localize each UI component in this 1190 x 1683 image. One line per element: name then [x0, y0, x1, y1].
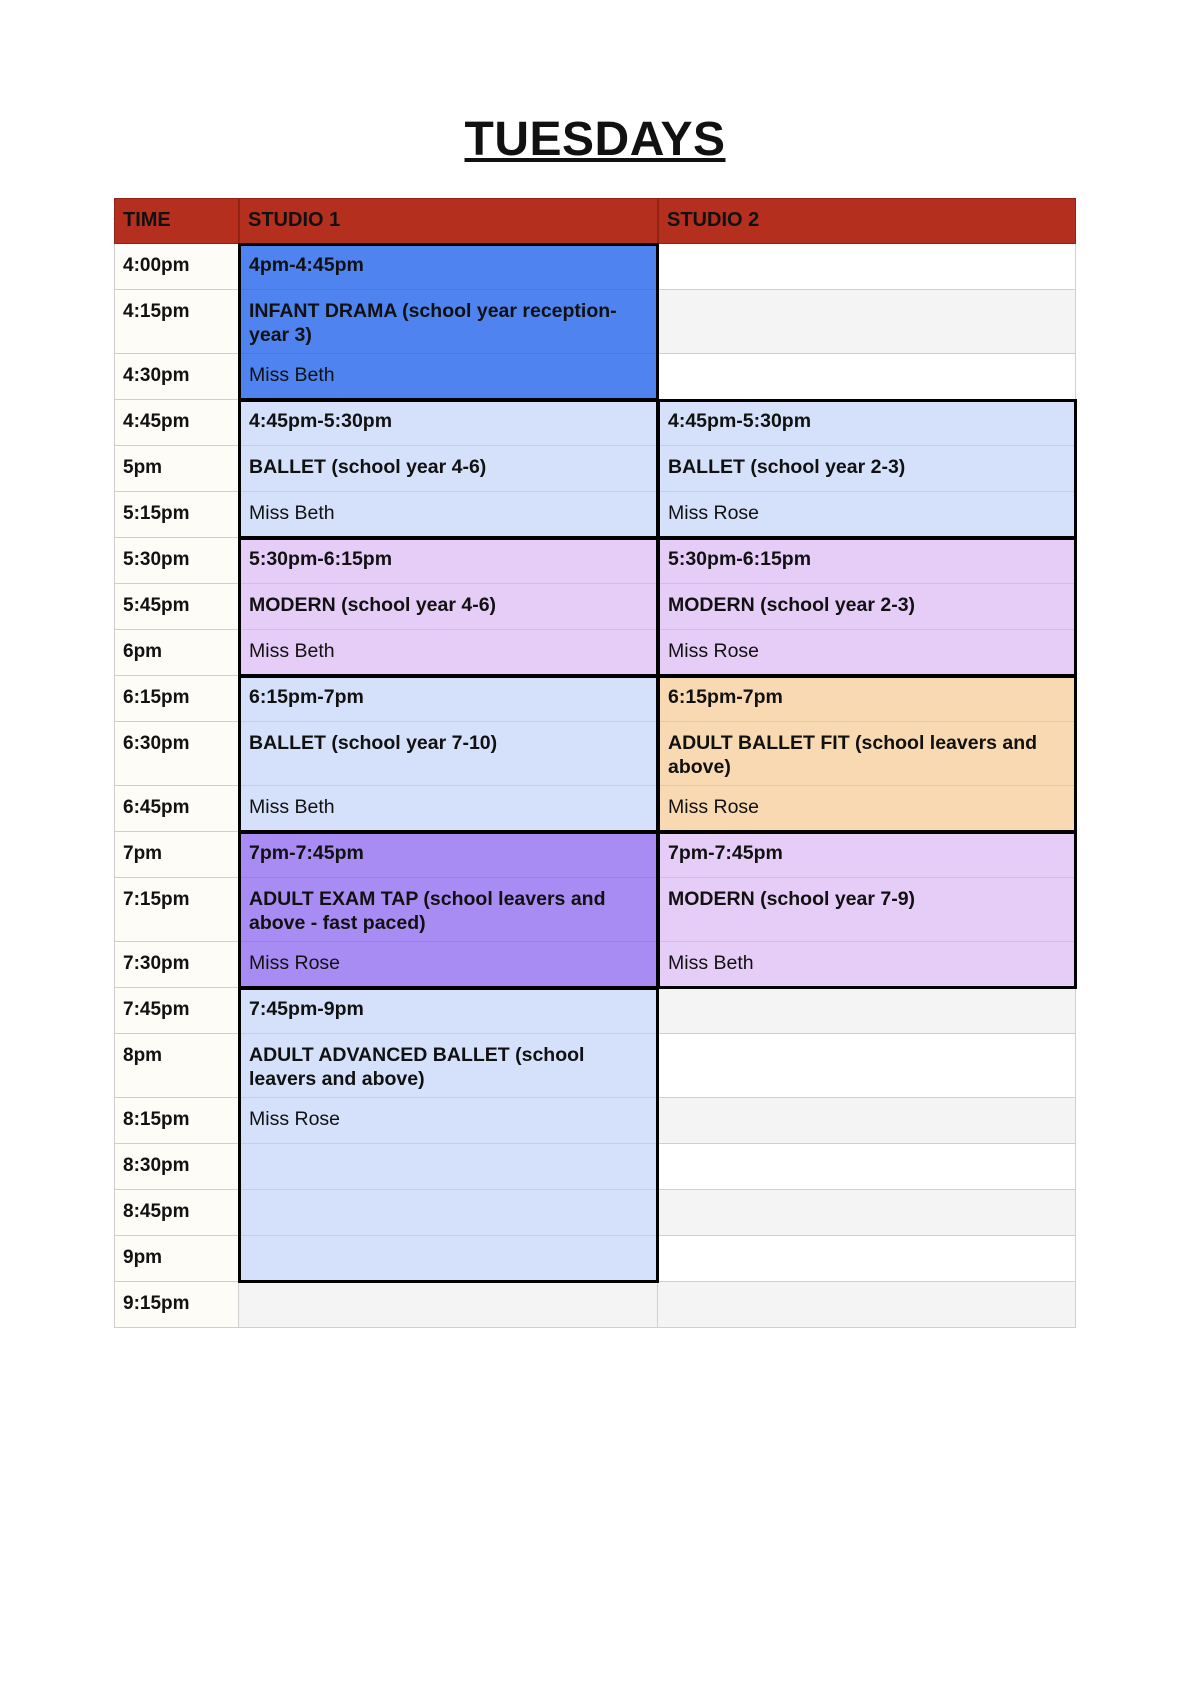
- time-slot-label: 5:30pm: [114, 538, 239, 584]
- class-time: 6:15pm-7pm: [660, 676, 1074, 722]
- time-slot-label: 7pm: [114, 832, 239, 878]
- class-time: 5:30pm-6:15pm: [241, 538, 656, 584]
- studio-2-empty-cell: [658, 1282, 1076, 1328]
- class-time: 7:45pm-9pm: [241, 988, 656, 1034]
- time-slot-label: 8pm: [114, 1034, 239, 1098]
- studio-2-empty-cell: [658, 1144, 1076, 1190]
- class-teacher: Miss Rose: [241, 1098, 656, 1144]
- class-time: 6:15pm-7pm: [241, 676, 656, 722]
- studio-2-empty-cell: [658, 290, 1076, 354]
- class-name: BALLET (school year 2-3): [660, 446, 1074, 492]
- class-name: ADULT ADVANCED BALLET (school leavers and above): [241, 1034, 656, 1098]
- header-time: TIME: [114, 198, 239, 244]
- class-block-studio-2: [657, 399, 1077, 539]
- time-slot-label: 7:45pm: [114, 988, 239, 1034]
- class-block-studio-1: [238, 399, 659, 539]
- class-teacher: Miss Rose: [668, 796, 760, 818]
- class-name: MODERN (school year 4-6): [241, 584, 656, 630]
- class-empty-slot: [241, 1144, 656, 1190]
- class-time: 4:45pm-5:30pm: [660, 400, 1074, 446]
- studio-2-empty-cell: [658, 1098, 1076, 1144]
- class-empty-slot: [241, 1190, 656, 1236]
- time-slot-label: 6:45pm: [114, 786, 239, 832]
- studio-2-empty-cell: [658, 1190, 1076, 1236]
- class-block-studio-1: [238, 987, 659, 1283]
- time-slot-label: 5:45pm: [114, 584, 239, 630]
- time-slot-label: 6:30pm: [114, 722, 239, 786]
- header-studio-2: STUDIO 2: [658, 198, 1076, 244]
- class-empty-slot: [241, 1236, 656, 1282]
- studio-2-empty-cell: [658, 1034, 1076, 1098]
- class-name: BALLET (school year 4-6): [241, 446, 656, 492]
- header-studio-1: STUDIO 1: [239, 198, 658, 244]
- class-time: 4:45pm-5:30pm: [241, 400, 656, 446]
- studio-2-empty-cell: [658, 244, 1076, 290]
- class-teacher: Miss Rose: [249, 952, 341, 974]
- time-slot-label: 8:15pm: [114, 1098, 239, 1144]
- class-name: MODERN (school year 7-9): [660, 878, 1074, 942]
- class-block-studio-1: [238, 243, 659, 401]
- time-slot-label: 7:15pm: [114, 878, 239, 942]
- class-teacher: Miss Beth: [249, 796, 335, 818]
- time-slot-label: 4:45pm: [114, 400, 239, 446]
- time-slot-label: 4:00pm: [114, 244, 239, 290]
- class-block-studio-2: [657, 537, 1077, 677]
- class-teacher: Miss Beth: [249, 640, 335, 662]
- time-slot-label: 8:30pm: [114, 1144, 239, 1190]
- class-time: 7pm-7:45pm: [660, 832, 1074, 878]
- class-teacher: Miss Beth: [249, 502, 335, 524]
- class-time: 7pm-7:45pm: [241, 832, 656, 878]
- studio-2-empty-cell: [658, 1236, 1076, 1282]
- class-teacher: Miss Beth: [668, 952, 754, 974]
- studio-2-empty-cell: [658, 354, 1076, 400]
- time-slot-label: 9pm: [114, 1236, 239, 1282]
- class-time: 4pm-4:45pm: [241, 244, 656, 290]
- class-block-studio-1: [238, 831, 659, 989]
- time-slot-label: 6pm: [114, 630, 239, 676]
- page-title: TUESDAYS: [464, 113, 726, 166]
- class-time: 5:30pm-6:15pm: [660, 538, 1074, 584]
- time-slot-label: 6:15pm: [114, 676, 239, 722]
- time-slot-label: 5:15pm: [114, 492, 239, 538]
- class-name: ADULT EXAM TAP (school leavers and above - fast paced): [241, 878, 656, 942]
- class-block-studio-2: [657, 675, 1077, 833]
- class-teacher: Miss Beth: [249, 364, 335, 386]
- class-teacher: Miss Rose: [668, 640, 760, 662]
- studio-1-empty-cell: [239, 1282, 658, 1328]
- time-slot-label: 4:30pm: [114, 354, 239, 400]
- class-block-studio-1: [238, 675, 659, 833]
- time-slot-label: 4:15pm: [114, 290, 239, 354]
- time-slot-label: 9:15pm: [114, 1282, 239, 1328]
- class-name: BALLET (school year 7-10): [241, 722, 656, 786]
- time-slot-label: 8:45pm: [114, 1190, 239, 1236]
- studio-2-empty-cell: [658, 988, 1076, 1034]
- class-block-studio-2: [657, 831, 1077, 989]
- class-name: INFANT DRAMA (school year reception-year 3): [241, 290, 656, 354]
- class-name: ADULT BALLET FIT (school leavers and above): [660, 722, 1074, 786]
- time-row: [114, 1282, 1076, 1328]
- time-slot-label: 5pm: [114, 446, 239, 492]
- time-slot-label: 7:30pm: [114, 942, 239, 988]
- class-name: MODERN (school year 2-3): [660, 584, 1074, 630]
- class-teacher: Miss Rose: [668, 502, 760, 524]
- class-block-studio-1: [238, 537, 659, 677]
